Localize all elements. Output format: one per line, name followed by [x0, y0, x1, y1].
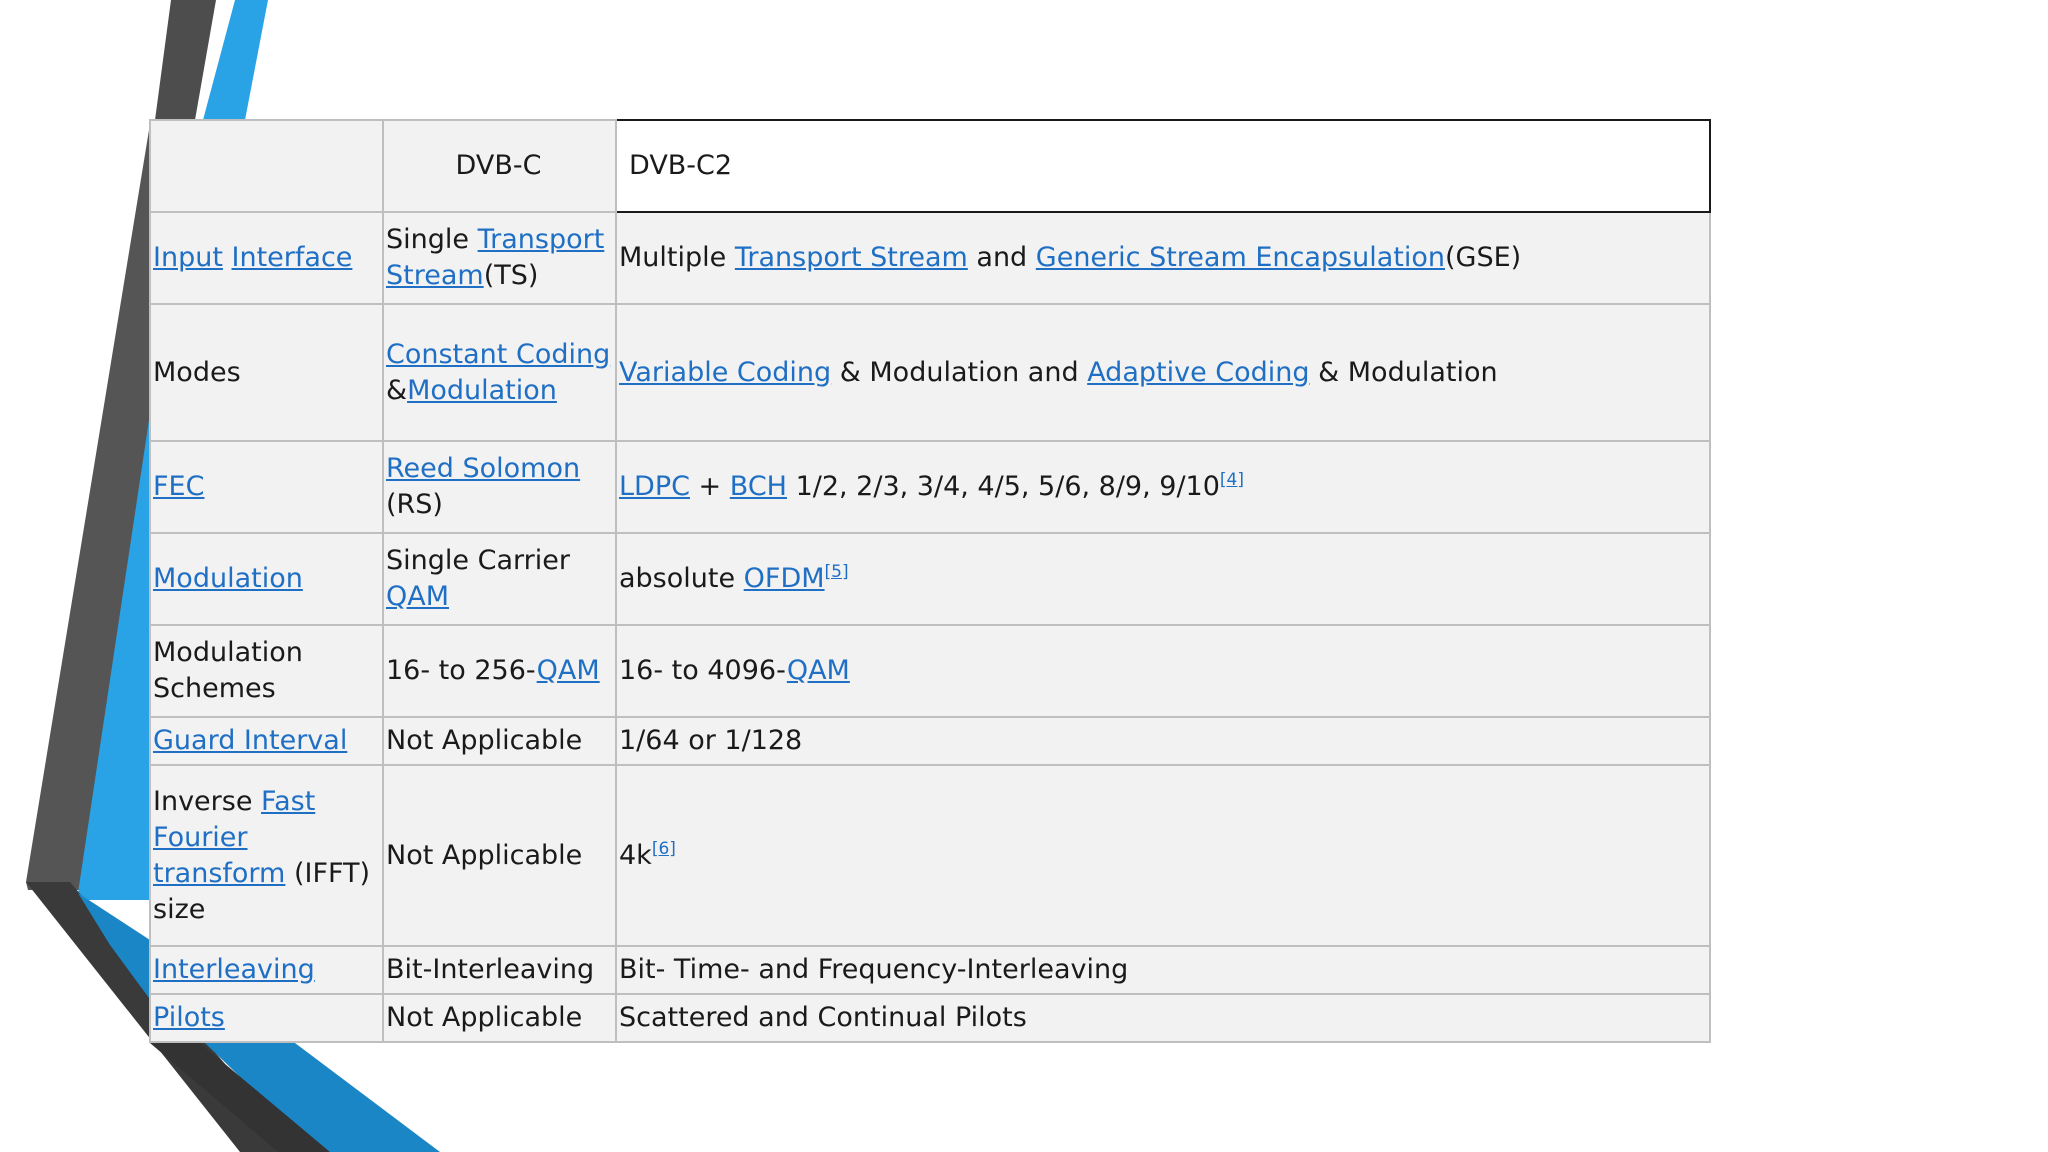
hyperlink[interactable]: OFDM — [743, 563, 825, 594]
cell-text: + — [689, 471, 730, 502]
dvb-c-cell — [383, 765, 616, 946]
dvb-c2-cell — [616, 946, 1710, 994]
row-label-cell — [150, 304, 383, 441]
table-row — [150, 717, 1710, 765]
cell-text: (RS) — [386, 489, 443, 520]
cell-text: 1/2, 2/3, 3/4, 4/5, 5/6, 8/9, 9/10 — [786, 471, 1220, 502]
citation-link[interactable]: [6] — [651, 838, 676, 859]
row-label-cell — [150, 212, 383, 304]
hyperlink[interactable]: Transport Stream — [734, 242, 968, 273]
cell-text: Single Carrier — [386, 545, 570, 576]
cell-text: (TS) — [483, 260, 539, 291]
hyperlink[interactable]: Guard Interval — [153, 725, 348, 756]
dark-stripe-upper — [155, 0, 216, 120]
dvb-c-cell — [383, 717, 616, 765]
dvb-c-cell — [383, 946, 616, 994]
citation-link[interactable]: [4] — [1219, 470, 1245, 490]
row-label-cell — [150, 717, 383, 765]
cell-text: 16- to 4096- — [619, 655, 787, 686]
table-header-row — [150, 120, 1710, 212]
table-row — [150, 946, 1710, 994]
table-row — [150, 441, 1710, 533]
hyperlink[interactable]: Adaptive Coding — [1087, 356, 1310, 388]
cell-text: Single — [386, 224, 478, 255]
cell-text: Bit-Interleaving — [386, 954, 595, 985]
hyperlink[interactable]: Reed Solomon — [386, 453, 581, 484]
cell-text: 16- to 256- — [386, 655, 537, 686]
hyperlink[interactable]: LDPC — [619, 471, 690, 502]
hyperlink[interactable]: QAM — [786, 655, 850, 686]
hyperlink[interactable]: Modulation — [153, 563, 303, 594]
cell-text: & Modulation — [1309, 356, 1498, 388]
table-row — [150, 765, 1710, 946]
row-label-cell — [150, 765, 383, 946]
cell-text: and — [967, 242, 1036, 273]
row-label-cell — [150, 994, 383, 1042]
dvb-c2-cell — [616, 717, 1710, 765]
dvb-c2-cell — [616, 533, 1710, 625]
dvb-c-cell — [383, 441, 616, 533]
citation-link[interactable]: [5] — [824, 562, 849, 582]
dvb-c-cell — [383, 533, 616, 625]
cell-text: Not Applicable — [386, 1002, 583, 1033]
row-label-cell — [150, 533, 383, 625]
header-dvb-c: DVB-C — [383, 120, 616, 212]
table-row — [150, 533, 1710, 625]
dvb-c-cell — [383, 304, 616, 441]
hyperlink[interactable]: Pilots — [153, 1002, 225, 1033]
hyperlink[interactable]: Constant Coding — [386, 338, 611, 370]
comparison-table-container — [149, 119, 1709, 1043]
hyperlink[interactable]: QAM — [536, 655, 600, 686]
hyperlink[interactable]: FEC — [153, 471, 205, 502]
row-label-cell — [150, 441, 383, 533]
hyperlink[interactable]: Fast Fourier transform — [153, 785, 316, 889]
cell-text: & Modulation and — [831, 356, 1088, 388]
cell-text: Multiple — [619, 242, 735, 273]
cell-text: 4k — [619, 839, 652, 871]
dvb-c-cell — [383, 212, 616, 304]
header-dvb-c2: DVB-C2 — [616, 120, 1710, 212]
dvb-c-cell — [383, 994, 616, 1042]
cell-text: Inverse — [153, 785, 262, 817]
cell-text: & — [386, 374, 408, 406]
dvb-c2-cell — [616, 441, 1710, 533]
hyperlink[interactable]: Modulation — [407, 374, 557, 406]
table-row — [150, 212, 1710, 304]
table-row — [150, 625, 1710, 717]
hyperlink[interactable]: QAM — [386, 581, 450, 612]
cell-text: Scattered and Continual Pilots — [619, 1002, 1027, 1033]
row-label-cell — [150, 946, 383, 994]
table-row — [150, 304, 1710, 441]
hyperlink[interactable]: BCH — [729, 471, 787, 502]
cell-text: Not Applicable — [386, 725, 583, 756]
hyperlink[interactable]: Generic Stream Encapsulation — [1035, 242, 1445, 273]
dvb-c2-cell — [616, 625, 1710, 717]
dvb-c2-cell — [616, 765, 1710, 946]
cell-text: 1/64 or 1/128 — [619, 725, 803, 756]
cell-text: (GSE) — [1445, 242, 1522, 273]
hyperlink[interactable]: Input — [153, 242, 223, 273]
cell-text: Not Applicable — [386, 839, 583, 871]
cell-text: Modes — [153, 356, 241, 388]
dvb-comparison-table — [149, 119, 1711, 1043]
hyperlink[interactable]: Transport Stream — [386, 224, 605, 291]
hyperlink[interactable]: Interface — [231, 242, 353, 273]
cell-text — [223, 242, 232, 273]
row-label-cell — [150, 625, 383, 717]
table-row — [150, 994, 1710, 1042]
cell-text: Bit- Time- and Frequency-Interleaving — [619, 954, 1129, 985]
header-empty-cell — [150, 120, 383, 212]
dvb-c2-cell — [616, 212, 1710, 304]
dvb-c-cell — [383, 625, 616, 717]
hyperlink[interactable]: Interleaving — [153, 954, 315, 985]
cell-text: (IFFT) size — [153, 857, 371, 925]
cell-text: Modulation Schemes — [153, 637, 303, 704]
dvb-c2-cell — [616, 994, 1710, 1042]
cell-text: absolute — [619, 563, 744, 594]
hyperlink[interactable]: Variable Coding — [619, 356, 832, 388]
dvb-c2-cell — [616, 304, 1710, 441]
